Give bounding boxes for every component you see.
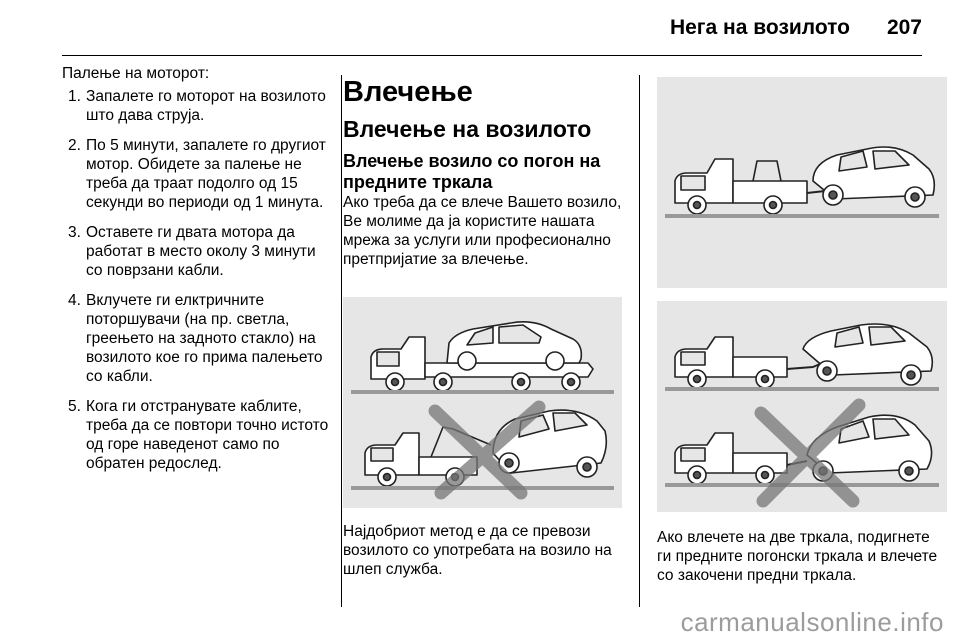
intro-text: Палење на моторот: — [62, 65, 210, 82]
towing-illustration-wheel-lift — [657, 77, 947, 288]
step-text: Кога ги отстранувате каблите, треба да се повтори точно истото од горе наведенот само по обратен редослед. — [86, 398, 329, 472]
list-item — [62, 397, 334, 473]
column-1 — [62, 64, 334, 484]
step-text: Вклучете ги елктричните поторшувачи (на пр. светла, греењето на задното стакло) на возилото кое го прима палењето со кабли. — [86, 292, 323, 385]
column-divider-right — [639, 75, 640, 607]
step-text: Запалете го моторот на возилото што дава струја. — [86, 88, 326, 124]
step-number: 5. — [68, 398, 81, 415]
column-2 — [343, 76, 625, 269]
flatbed-caption: Најдобриот метод е да се превози возилото со употребата на возило на шлеп служба. — [343, 523, 612, 578]
step-text: Оставете ги двата мотора да работат в место околу 3 минути со поврзани кабли. — [86, 224, 316, 279]
flatbed-illustration-svg — [343, 297, 622, 508]
step-number: 2. — [68, 137, 81, 154]
list-item — [62, 87, 334, 125]
step-text: По 5 минути, запалете го другиот мотор. Обидете за палење не треба да траат подолго од 15 секунди во периоди од 1 минута. — [86, 137, 326, 211]
towing-paragraph: Ако треба да се влече Вашето возило, Ве молиме да ја користите нашата мрежа за услуги или професионално претпријатие за влечење. — [343, 194, 622, 268]
step-number: 3. — [68, 224, 81, 241]
header-title: Нега на возилото — [669, 16, 850, 39]
page-number: 207 — [886, 16, 922, 39]
towing-illustration-flatbed — [343, 297, 622, 508]
list-item — [62, 136, 334, 212]
list-item — [62, 291, 334, 386]
step-number: 4. — [68, 292, 81, 309]
towing-illustration-dolly — [657, 301, 947, 512]
header-rule — [62, 55, 922, 56]
list-item — [62, 223, 334, 280]
step-number: 1. — [68, 88, 81, 105]
watermark: carmanualsonline.info — [680, 607, 944, 637]
section-heading-1: Влечење — [343, 76, 473, 108]
steps-list — [62, 87, 334, 473]
dolly-illustration-svg — [657, 301, 947, 512]
column-divider-left — [341, 75, 342, 607]
wheel-tow-caption: Ако влечете на две тркала, подигнете ги предните погонски тркала и влечете со закочени предни тркала. — [657, 529, 938, 584]
wheel-lift-illustration-svg — [657, 77, 947, 288]
section-heading-2: Влечење на возилото — [343, 116, 592, 142]
section-heading-3: Влечење возило со погон на предните тркала — [343, 151, 601, 192]
